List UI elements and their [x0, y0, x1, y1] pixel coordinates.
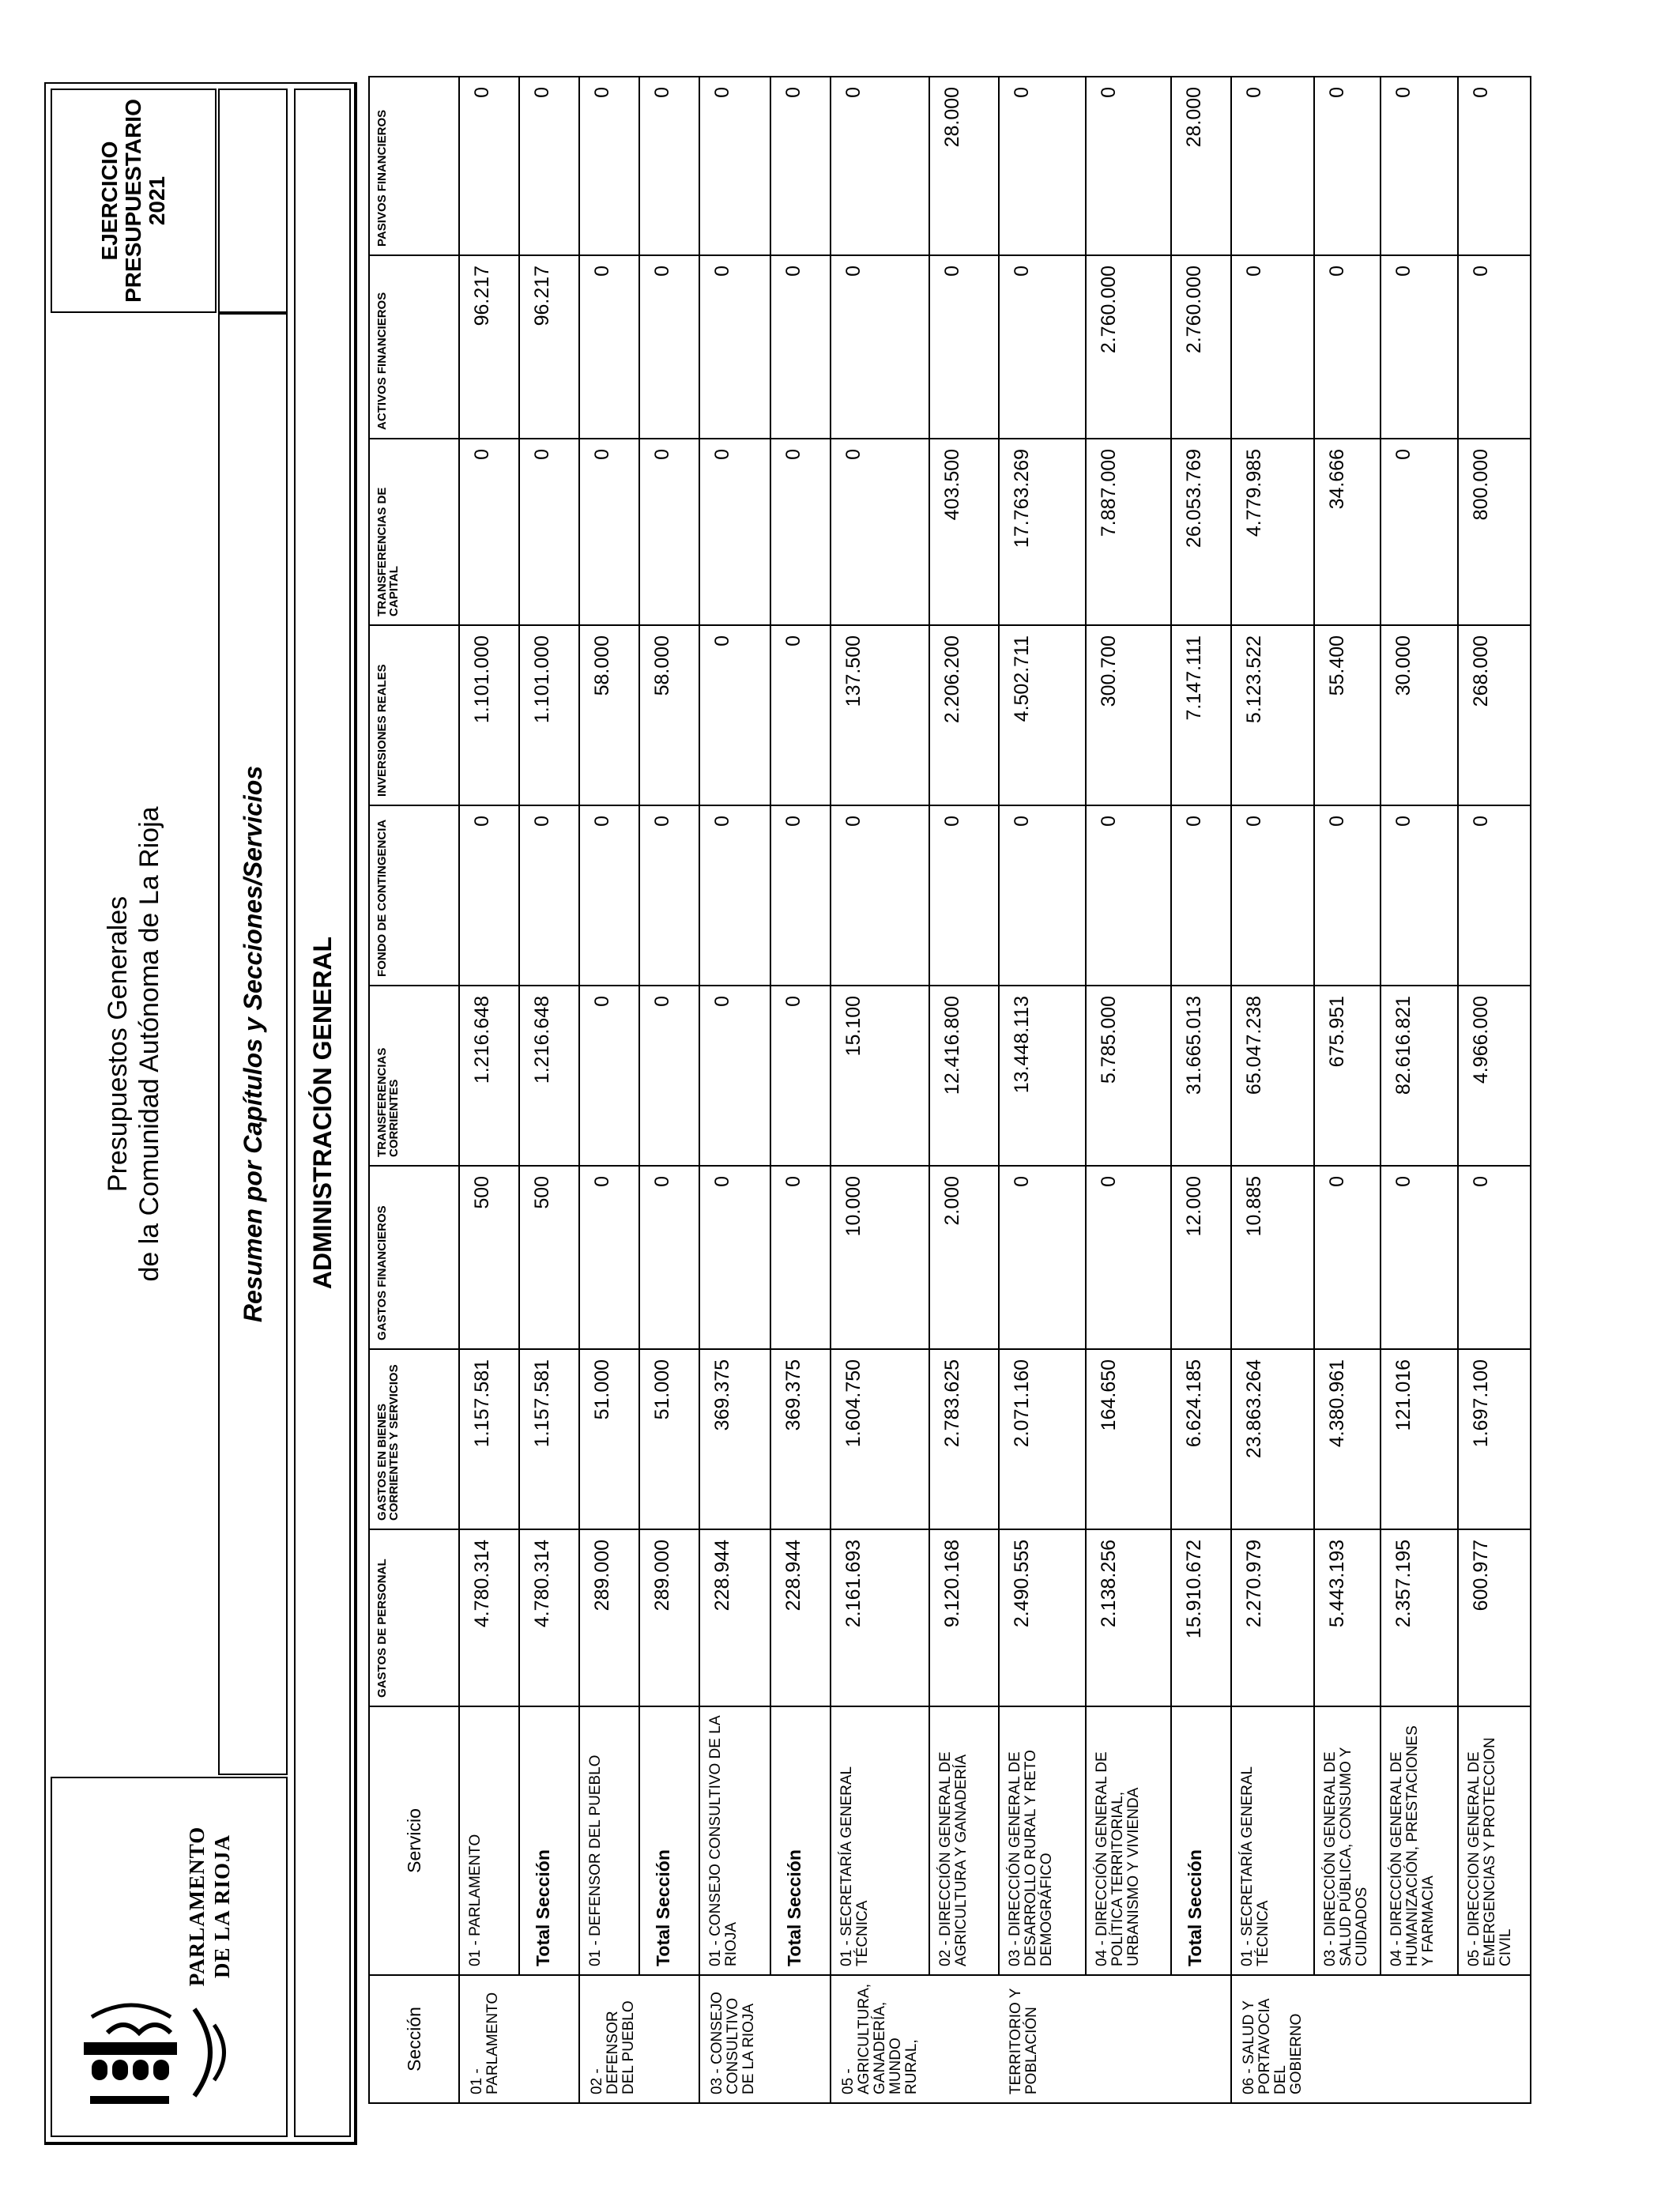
- value-cell: 0: [639, 255, 699, 439]
- seccion-cell: 05 - AGRICULTURA, GANADERÍA, MUNDO RURAL,: [831, 1975, 929, 2103]
- value-cell: 0: [999, 77, 1086, 255]
- table-row: [459, 77, 519, 2103]
- servicio-cell: 03 - DIRECCIÓN GENERAL DE SALUD PÚBLICA, CONSUMO Y CUIDADOS: [1314, 1706, 1381, 1975]
- parliament-logo-icon: [76, 1993, 266, 2112]
- seccion-cell: 03 - CONSEJO CONSULTIVO DE LA RIOJA: [699, 1975, 831, 2103]
- seccion-cell: 02 - DEFENSOR DEL PUEBLO: [579, 1975, 699, 2103]
- value-cell: 15.100: [831, 986, 929, 1166]
- value-cell: 0: [831, 255, 929, 439]
- value-cell: 23.863.264: [1231, 1349, 1314, 1529]
- value-cell: 137.500: [831, 625, 929, 805]
- value-cell: 0: [1381, 1166, 1458, 1349]
- subtitle-right-box: [218, 89, 288, 313]
- value-cell: 12.000: [1171, 1166, 1231, 1349]
- col-gastos-bienes: GASTOS EN BIENES CORRIENTES Y SERVICIOS: [369, 1349, 459, 1529]
- value-cell: 0: [999, 1166, 1086, 1349]
- total-row: [770, 77, 831, 2103]
- col-servicio: Servicio: [369, 1706, 459, 1975]
- value-cell: 2.760.000: [1086, 255, 1171, 439]
- value-cell: 0: [929, 255, 999, 439]
- total-label: Total Sección: [639, 1706, 699, 1975]
- table-row: [1231, 77, 1314, 2103]
- value-cell: 0: [699, 255, 770, 439]
- value-cell: 675.951: [1314, 986, 1381, 1166]
- seccion-cell: [1171, 1975, 1231, 2103]
- value-cell: 0: [1086, 1166, 1171, 1349]
- servicio-cell: 01 - SECRETARÍA GENERAL TÉCNICA: [831, 1706, 929, 1975]
- value-cell: 369.375: [699, 1349, 770, 1529]
- table-row: [699, 77, 770, 2103]
- value-cell: 2.270.979: [1231, 1529, 1314, 1706]
- value-cell: 58.000: [579, 625, 639, 805]
- value-cell: 164.650: [1086, 1349, 1171, 1529]
- ejercicio-line-1: EJERCICIO: [97, 141, 122, 261]
- value-cell: 1.157.581: [519, 1349, 579, 1529]
- value-cell: 96.217: [459, 255, 519, 439]
- value-cell: 0: [579, 439, 639, 625]
- col-pasivos-financieros: PASIVOS FINANCIEROS: [369, 77, 459, 255]
- value-cell: 28.000: [1171, 77, 1231, 255]
- seccion-cell: [929, 1975, 999, 2103]
- ejercicio-line-2: PRESUPUESTARIO: [121, 99, 145, 303]
- value-cell: 0: [1086, 77, 1171, 255]
- value-cell: 4.966.000: [1458, 986, 1531, 1166]
- value-cell: 0: [639, 77, 699, 255]
- value-cell: 0: [699, 439, 770, 625]
- value-cell: 55.400: [1314, 625, 1381, 805]
- seccion-cell: TERRITORIO Y POBLACIÓN: [999, 1975, 1086, 2103]
- value-cell: 0: [831, 77, 929, 255]
- value-cell: 13.448.113: [999, 986, 1086, 1166]
- value-cell: 7.887.000: [1086, 439, 1171, 625]
- value-cell: 0: [459, 77, 519, 255]
- value-cell: 5.123.522: [1231, 625, 1314, 805]
- value-cell: 289.000: [639, 1529, 699, 1706]
- value-cell: 2.138.256: [1086, 1529, 1171, 1706]
- value-cell: 2.490.555: [999, 1529, 1086, 1706]
- col-gastos-financieros: GASTOS FINANCIEROS: [369, 1166, 459, 1349]
- col-transferencias-corrientes: TRANSFERENCIAS CORRIENTES: [369, 986, 459, 1166]
- title-line-1: Presupuestos Generales: [103, 895, 133, 1193]
- section-title: ADMINISTRACIÓN GENERAL: [307, 936, 337, 1290]
- header-row: [369, 77, 459, 2103]
- total-label: Total Sección: [1171, 1706, 1231, 1975]
- value-cell: 0: [579, 1166, 639, 1349]
- value-cell: 0: [1231, 255, 1314, 439]
- value-cell: 1.604.750: [831, 1349, 929, 1529]
- title-line-2: de la Comunidad Autónoma de La Rioja: [134, 806, 164, 1282]
- servicio-cell: 01 - PARLAMENTO: [459, 1706, 519, 1975]
- value-cell: 0: [770, 625, 831, 805]
- value-cell: 51.000: [639, 1349, 699, 1529]
- value-cell: 0: [770, 255, 831, 439]
- col-fondo-contingencia: FONDO DE CONTINGENCIA: [369, 805, 459, 986]
- value-cell: 0: [831, 805, 929, 986]
- value-cell: 0: [999, 805, 1086, 986]
- value-cell: 2.206.200: [929, 625, 999, 805]
- col-seccion: Sección: [369, 1975, 459, 2103]
- ejercicio-label: [51, 89, 217, 313]
- value-cell: 15.910.672: [1171, 1529, 1231, 1706]
- value-cell: 0: [579, 77, 639, 255]
- value-cell: 0: [639, 1166, 699, 1349]
- value-cell: 0: [1381, 805, 1458, 986]
- value-cell: 0: [1231, 77, 1314, 255]
- value-cell: 0: [1458, 1166, 1531, 1349]
- seccion-cell: [1086, 1975, 1171, 2103]
- col-inversiones-reales: INVERSIONES REALES: [369, 625, 459, 805]
- value-cell: 4.380.961: [1314, 1349, 1381, 1529]
- seccion-cell: 06 - SALUD Y PORTAVOCIA DEL GOBIERNO: [1231, 1975, 1314, 2103]
- value-cell: 289.000: [579, 1529, 639, 1706]
- servicio-cell: 03 - DIRECCIÓN GENERAL DE DESARROLLO RURAL Y RETO DEMOGRÁFICO: [999, 1706, 1086, 1975]
- servicio-cell: 04 - DIRECCIÓN GENERAL DE HUMANIZACIÓN, PRESTACIONES Y FARMACIA: [1381, 1706, 1458, 1975]
- total-row: [519, 77, 579, 2103]
- value-cell: 1.216.648: [519, 986, 579, 1166]
- value-cell: 2.760.000: [1171, 255, 1231, 439]
- value-cell: 0: [1314, 1166, 1381, 1349]
- value-cell: 228.944: [699, 1529, 770, 1706]
- value-cell: 0: [929, 805, 999, 986]
- value-cell: 0: [699, 77, 770, 255]
- servicio-cell: 01 - SECRETARÍA GENERAL TÉCNICA: [1231, 1706, 1314, 1975]
- value-cell: 369.375: [770, 1349, 831, 1529]
- value-cell: 0: [459, 805, 519, 986]
- value-cell: 4.502.711: [999, 625, 1086, 805]
- value-cell: 2.000: [929, 1166, 999, 1349]
- value-cell: 1.101.000: [519, 625, 579, 805]
- value-cell: 600.977: [1458, 1529, 1531, 1706]
- value-cell: 34.666: [1314, 439, 1381, 625]
- table-row: [929, 77, 999, 2103]
- value-cell: 2.357.195: [1381, 1529, 1458, 1706]
- value-cell: 0: [1381, 77, 1458, 255]
- value-cell: 0: [770, 986, 831, 1166]
- col-activos-financieros: ACTIVOS FINANCIEROS: [369, 255, 459, 439]
- value-cell: 31.665.013: [1171, 986, 1231, 1166]
- total-label: Total Sección: [770, 1706, 831, 1975]
- value-cell: 0: [1458, 255, 1531, 439]
- value-cell: 1.157.581: [459, 1349, 519, 1529]
- value-cell: 403.500: [929, 439, 999, 625]
- logo-box: [51, 1777, 288, 2137]
- value-cell: 0: [770, 1166, 831, 1349]
- value-cell: 500: [459, 1166, 519, 1349]
- value-cell: 0: [519, 805, 579, 986]
- total-row: [1171, 77, 1231, 2103]
- value-cell: 0: [579, 805, 639, 986]
- value-cell: 1.101.000: [459, 625, 519, 805]
- title-box: [51, 313, 217, 1775]
- value-cell: 0: [770, 805, 831, 986]
- value-cell: 0: [770, 77, 831, 255]
- table-row: [1381, 77, 1458, 2103]
- servicio-cell: 04 - DIRECCIÓN GENERAL DE POLÍTICA TERRITORIAL, URBANISMO Y VIVIENDA: [1086, 1706, 1171, 1975]
- value-cell: 2.783.625: [929, 1349, 999, 1529]
- value-cell: 0: [579, 255, 639, 439]
- value-cell: 0: [639, 439, 699, 625]
- value-cell: 0: [699, 1166, 770, 1349]
- table-row: [1314, 77, 1381, 2103]
- value-cell: 0: [1314, 255, 1381, 439]
- value-cell: 121.016: [1381, 1349, 1458, 1529]
- section-title-box: [294, 89, 351, 2137]
- value-cell: 4.779.985: [1231, 439, 1314, 625]
- col-gastos-personal: GASTOS DE PERSONAL: [369, 1529, 459, 1706]
- value-cell: 2.161.693: [831, 1529, 929, 1706]
- seccion-cell: 01 - PARLAMENTO: [459, 1975, 579, 2103]
- seccion-cell: [1458, 1975, 1531, 2103]
- value-cell: 0: [639, 805, 699, 986]
- value-cell: 0: [699, 986, 770, 1166]
- servicio-cell: 01 - DEFENSOR DEL PUEBLO: [579, 1706, 639, 1975]
- table-row: [1086, 77, 1171, 2103]
- value-cell: 10.885: [1231, 1166, 1314, 1349]
- value-cell: 12.416.800: [929, 986, 999, 1166]
- servicio-cell: 02 - DIRECCIÓN GENERAL DE AGRICULTURA Y GANADERÍA: [929, 1706, 999, 1975]
- value-cell: 96.217: [519, 255, 579, 439]
- value-cell: 58.000: [639, 625, 699, 805]
- value-cell: 0: [1314, 77, 1381, 255]
- value-cell: 300.700: [1086, 625, 1171, 805]
- table-row: [1458, 77, 1531, 2103]
- value-cell: 7.147.111: [1171, 625, 1231, 805]
- value-cell: 4.780.314: [459, 1529, 519, 1706]
- value-cell: 0: [579, 986, 639, 1166]
- value-cell: 0: [1381, 255, 1458, 439]
- value-cell: 28.000: [929, 77, 999, 255]
- total-label: Total Sección: [519, 1706, 579, 1975]
- value-cell: 0: [770, 439, 831, 625]
- ejercicio-year: 2021: [145, 175, 169, 226]
- value-cell: 0: [639, 986, 699, 1166]
- value-cell: 800.000: [1458, 439, 1531, 625]
- value-cell: 0: [699, 805, 770, 986]
- seccion-cell: [1381, 1975, 1458, 2103]
- value-cell: 10.000: [831, 1166, 929, 1349]
- value-cell: 17.763.269: [999, 439, 1086, 625]
- value-cell: 6.624.185: [1171, 1349, 1231, 1529]
- col-transferencias-capital: TRANSFERENCIAS DE CAPITAL: [369, 439, 459, 625]
- value-cell: 30.000: [1381, 625, 1458, 805]
- value-cell: 0: [831, 439, 929, 625]
- value-cell: 5.443.193: [1314, 1529, 1381, 1706]
- table-row: [579, 77, 639, 2103]
- value-cell: 0: [1458, 77, 1531, 255]
- value-cell: 82.616.821: [1381, 986, 1458, 1166]
- value-cell: 0: [459, 439, 519, 625]
- value-cell: 0: [999, 255, 1086, 439]
- budget-table: [368, 76, 1531, 2104]
- seccion-cell: [1314, 1975, 1381, 2103]
- value-cell: 2.071.160: [999, 1349, 1086, 1529]
- table-row: [999, 77, 1086, 2103]
- value-cell: 0: [519, 439, 579, 625]
- value-cell: 5.785.000: [1086, 986, 1171, 1166]
- value-cell: 4.780.314: [519, 1529, 579, 1706]
- value-cell: 0: [699, 625, 770, 805]
- logo-text-2: DE LA RIOJA: [210, 1834, 234, 1979]
- value-cell: 65.047.238: [1231, 986, 1314, 1166]
- total-row: [639, 77, 699, 2103]
- value-cell: 228.944: [770, 1529, 831, 1706]
- logo-text-1: PARLAMENTO: [185, 1826, 209, 1987]
- servicio-cell: 05 - DIRECCION GENERAL DE EMERGENCIAS Y PROTECCION CIVIL: [1458, 1706, 1531, 1975]
- value-cell: 0: [1381, 439, 1458, 625]
- value-cell: 500: [519, 1166, 579, 1349]
- value-cell: 0: [1086, 805, 1171, 986]
- value-cell: 0: [1171, 805, 1231, 986]
- value-cell: 26.053.769: [1171, 439, 1231, 625]
- value-cell: 0: [1314, 805, 1381, 986]
- value-cell: 1.697.100: [1458, 1349, 1531, 1529]
- value-cell: 0: [519, 77, 579, 255]
- value-cell: 51.000: [579, 1349, 639, 1529]
- subtitle-box: [218, 313, 288, 1775]
- servicio-cell: 01 - CONSEJO CONSULTIVO DE LA RIOJA: [699, 1706, 770, 1975]
- value-cell: 1.216.648: [459, 986, 519, 1166]
- table-row: [831, 77, 929, 2103]
- subtitle: Resumen por Capítulos y Secciones/Servicios: [238, 765, 267, 1323]
- value-cell: 9.120.168: [929, 1529, 999, 1706]
- value-cell: 268.000: [1458, 625, 1531, 805]
- value-cell: 0: [1231, 805, 1314, 986]
- value-cell: 0: [1458, 805, 1531, 986]
